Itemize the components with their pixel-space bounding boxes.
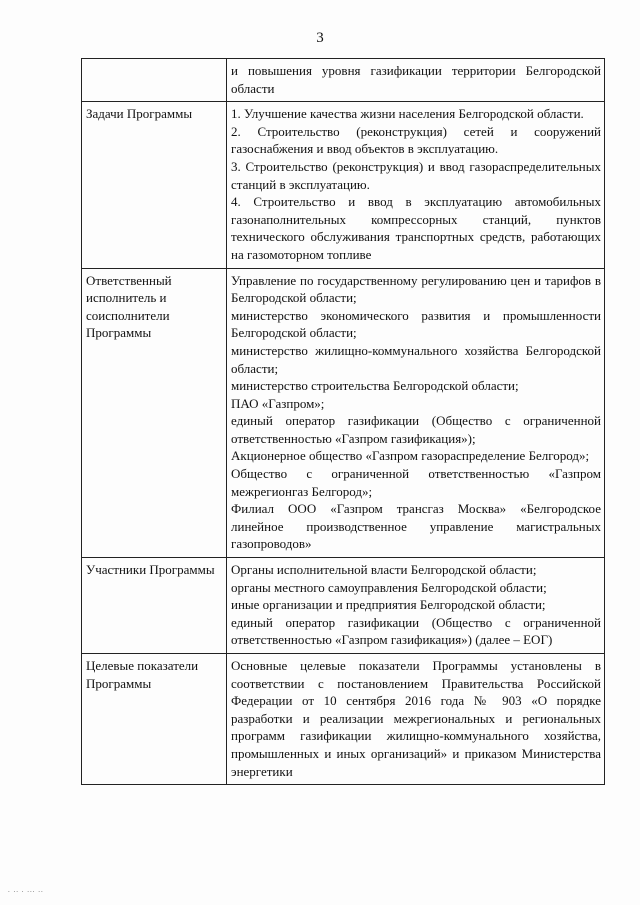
row-paragraph: единый оператор газификации (Общество с ограниченной ответственностью «Газпром газификация») (далее – ЕОГ) [231,614,601,648]
table-row-tasks [82,102,605,268]
row-paragraph: 2. Строительство (реконструкция) сетей и сооружений газоснабжения и ввод объектов в эксплуатацию. [231,123,601,157]
row-paragraph: Органы исполнительной власти Белгородской области; [231,562,537,578]
row-content [227,59,605,102]
row-label: Участники Программы [82,558,227,654]
row-paragraph: Филиал ООО «Газпром трансгаз Москва» «Белгородское линейное производственное управление магистральных газопроводов» [231,501,601,552]
row-paragraph: 1. Улучшение качества жизни населения Белгородской области. [231,106,584,122]
row-label: Целевые показатели Программы [82,654,227,785]
table-row-target-indicators [82,654,605,785]
row-content [227,654,605,785]
row-label: Задачи Программы [82,102,227,268]
row-paragraph: иные организации и предприятия Белгородской области; [231,597,546,613]
row-paragraph: единый оператор газификации (Общество с ограниченной ответственностью «Газпром газификация»); [231,413,601,446]
row-paragraph: министерство жилищно-коммунального хозяйства Белгородской области; [231,342,601,376]
row-paragraph: 4. Строительство и ввод в эксплуатацию автомобильных газонаполнительных компрессорных станций, пунктов технического обслуживания транспортных средств, работающих на газомоторном топливе [231,194,601,262]
row-paragraph: 3. Строительство (реконструкция) и ввод газораспределительных станций в эксплуатацию. [231,158,601,192]
row-paragraph: Акционерное общество «Газпром газораспределение Белгород»; [231,448,590,464]
row-content [227,102,605,268]
program-passport-table [81,58,605,785]
row-paragraph: Основные целевые показатели Программы установлены в соответствии с постановлением Правительства Российской Федерации от 10 сентября 2016 года № 903 «О порядке разработки и реализации межрегиональных и региональных программ газификации жилищно-коммунального хозяйства, промышленных и иных организаций» и приказом Министерства энергетики [231,658,601,779]
row-paragraph: органы местного самоуправления Белгородской области; [231,579,547,595]
row-paragraph: министерство экономического развития и промышленности Белгородской области; [231,307,601,341]
row-content [227,268,605,558]
page-number: 3 [316,30,324,46]
row-content [227,558,605,654]
row-paragraph: и повышения уровня газификации территории Белгородской области [231,63,601,96]
table-row-participants [82,558,605,654]
row-paragraph: ПАО «Газпром»; [231,395,325,411]
row-label [82,59,227,102]
scan-artifact: . .. . ... .. [8,886,44,894]
row-paragraph: Управление по государственному регулированию цен и тарифов в Белгородской области; [231,272,601,306]
table-row-continuation [82,59,605,102]
row-paragraph: министерство строительства Белгородской области; [231,378,519,394]
row-paragraph: Общество с ограниченной ответственностью «Газпром межрегионгаз Белгород»; [231,466,601,499]
table-row-executors [82,268,605,558]
row-label: Ответственный исполнитель и соисполнители Программы [82,268,227,558]
